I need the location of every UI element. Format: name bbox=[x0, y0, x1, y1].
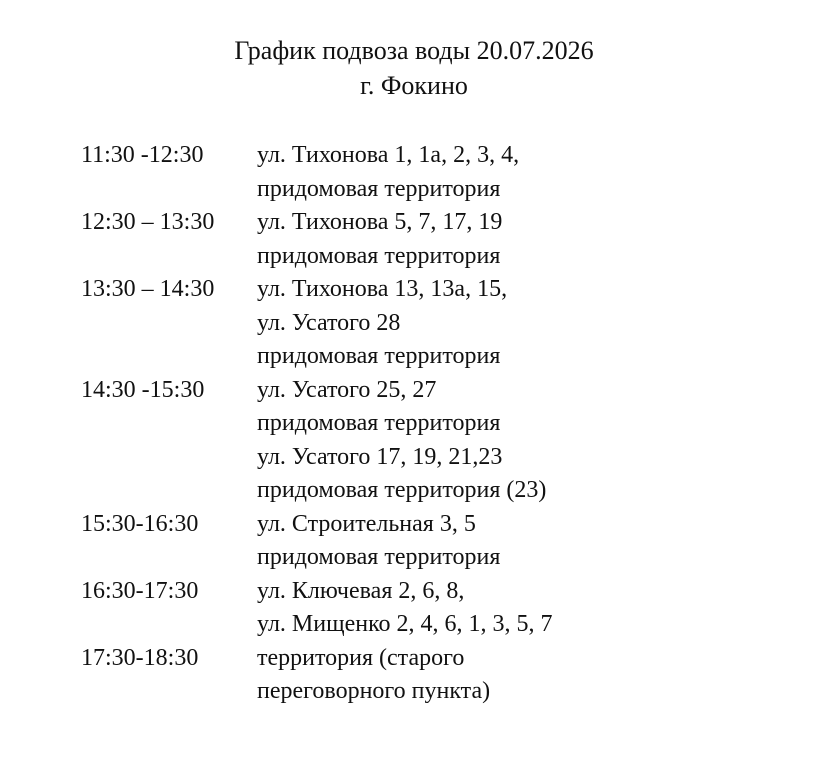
schedule-entry bbox=[81, 508, 801, 575]
address-line: ул. Тихонова 1, 1а, 2, 3, 4, bbox=[257, 142, 520, 168]
schedule-time: 13:30 – 14:30 bbox=[81, 276, 215, 302]
address-line: ул. Мищенко 2, 4, 6, 1, 3, 5, 7 bbox=[257, 611, 553, 637]
address-line: ул. Строительная 3, 5 bbox=[257, 510, 476, 537]
address-line: ул. Тихонова 5, 7, 17, 19 bbox=[257, 209, 503, 235]
address-line: переговорного пункта) bbox=[257, 678, 491, 704]
schedule-addresses bbox=[257, 575, 801, 642]
schedule-addresses bbox=[257, 374, 801, 508]
address-line: ул. Ключевая 2, 6, 8, bbox=[257, 577, 465, 604]
address-line: придомовая территория bbox=[257, 544, 501, 570]
schedule-addresses bbox=[257, 508, 801, 575]
schedule-time: 11:30 -12:30 bbox=[81, 142, 204, 168]
address-line: ул. Тихонова 13, 13а, 15, bbox=[257, 276, 508, 302]
schedule-entry bbox=[81, 642, 801, 709]
schedule-entry bbox=[81, 273, 801, 374]
schedule-addresses bbox=[257, 273, 801, 374]
schedule-time: 16:30-17:30 bbox=[81, 577, 199, 604]
schedule-time: 15:30-16:30 bbox=[81, 510, 199, 537]
document-title: График подвоза воды 20.07.2026 bbox=[234, 36, 594, 65]
schedule-entry bbox=[81, 139, 801, 206]
schedule-list bbox=[81, 139, 801, 709]
address-line: территория (старого bbox=[257, 644, 465, 671]
address-line: придомовая территория bbox=[257, 410, 501, 436]
document-subtitle: г. Фокино bbox=[360, 71, 468, 100]
schedule-addresses bbox=[257, 206, 801, 273]
schedule-addresses bbox=[257, 139, 801, 206]
address-line: ул. Усатого 17, 19, 21,23 bbox=[257, 443, 503, 470]
schedule-time: 14:30 -15:30 bbox=[81, 376, 205, 403]
schedule-time: 12:30 – 13:30 bbox=[81, 209, 215, 235]
address-line: ул. Усатого 25, 27 bbox=[257, 376, 437, 403]
address-line: ул. Усатого 28 bbox=[257, 309, 401, 336]
address-line: придомовая территория bbox=[257, 343, 501, 369]
address-line: придомовая территория bbox=[257, 175, 501, 202]
address-line: придомовая территория bbox=[257, 242, 501, 269]
schedule-entry bbox=[81, 374, 801, 508]
address-line: придомовая территория (23) bbox=[257, 477, 547, 503]
schedule-time: 17:30-18:30 bbox=[81, 644, 199, 671]
schedule-addresses bbox=[257, 642, 801, 709]
schedule-entry bbox=[81, 575, 801, 642]
schedule-entry bbox=[81, 206, 801, 273]
